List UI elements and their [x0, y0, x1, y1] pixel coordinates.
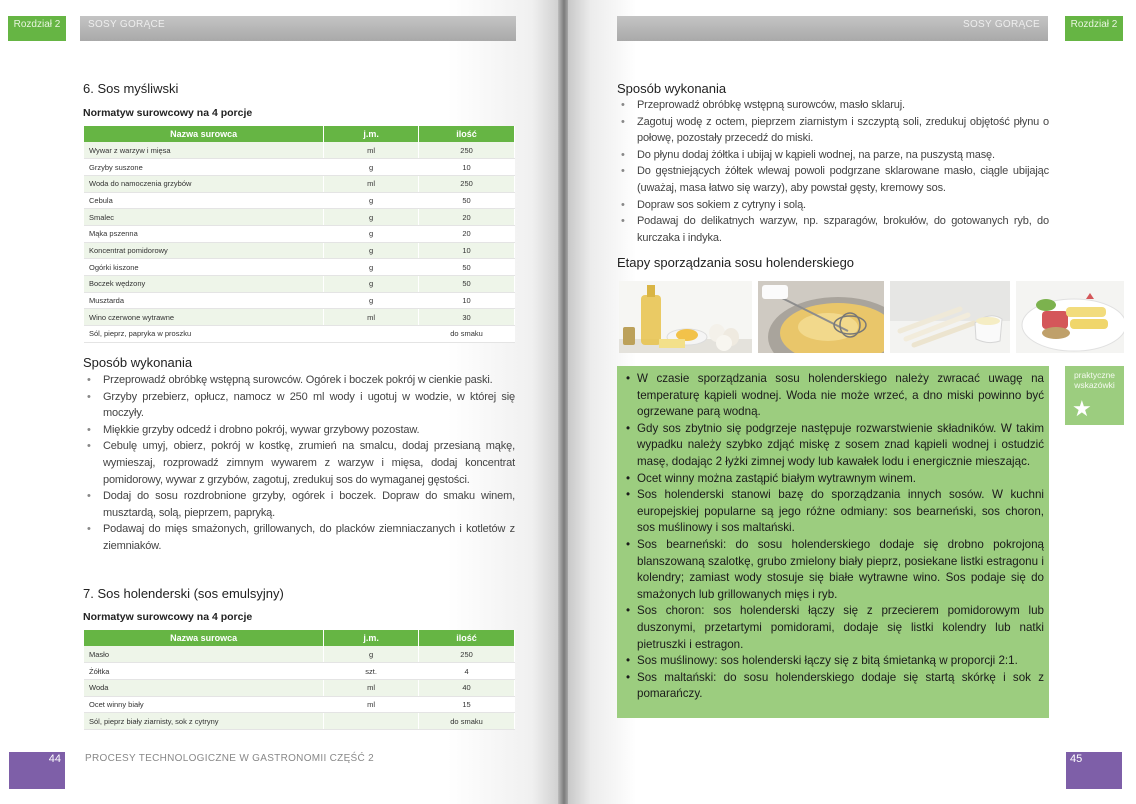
cell-qty: 50: [419, 259, 515, 276]
cell-name: Mąka pszenna: [84, 225, 324, 242]
table-row: [84, 209, 515, 226]
method-step: • Przeprowadź obróbkę wstępną surowców, masło sklaruj.: [617, 97, 1049, 114]
col-header-unit: j.m.: [324, 126, 419, 142]
cell-qty: 50: [419, 276, 515, 293]
raw-materials-table-7: [84, 630, 515, 730]
cell-qty: 20: [419, 225, 515, 242]
table-row: [84, 259, 515, 276]
cell-unit: ml: [324, 175, 419, 192]
cell-qty: 10: [419, 159, 515, 176]
cell-qty: do smaku: [419, 713, 515, 730]
method-step: • Do płynu dodaj żółtka i ubijaj w kąpieli wodnej, na parze, na puszystą masę.: [617, 147, 1049, 164]
page-number-left: 44: [9, 752, 65, 789]
header-bar-left: [80, 16, 516, 41]
cell-unit: szt.: [324, 663, 419, 680]
table-row: [84, 142, 515, 159]
header-title-right: SOSY GORĄCE: [962, 19, 1040, 30]
cell-name: Koncentrat pomidorowy: [84, 242, 324, 259]
cell-name: Cebula: [84, 192, 324, 209]
table-header-row: [84, 630, 515, 646]
method-step: • Zagotuj wodę z octem, pieprzem ziarnistym i szczyptą soli, zredukuj objętość płynu o połowę, pozostały przecedź do miski.: [617, 114, 1049, 147]
tip-item: • Ocet winny można zastąpić białym wytrawnym winem.: [626, 471, 1044, 488]
cell-name: Woda do namoczenia grzybów: [84, 175, 324, 192]
cell-unit: g: [324, 159, 419, 176]
table-row: [84, 159, 515, 176]
method-step: • Miękkie grzyby odcedź i drobno pokrój, wywar grzybowy pozostaw.: [83, 422, 515, 439]
cell-name: Masło: [84, 646, 324, 663]
cell-unit: ml: [324, 309, 419, 326]
cell-qty: 10: [419, 242, 515, 259]
cell-name: Musztarda: [84, 292, 324, 309]
footer-text-left: PROCESY TECHNOLOGICZNE W GASTRONOMII CZĘŚĆ 2: [85, 753, 374, 764]
page-number-right: 45: [1066, 752, 1122, 789]
tip-item: • W czasie sporządzania sosu holenderskiego należy zwracać uwagę na temperaturę kąpieli wodnej. Woda nie może wrzeć, a dno miski powinno być ogrzewane parą wodną.: [626, 371, 1044, 421]
section-7-table-title: Normatyw surowcowy na 4 porcje: [83, 611, 253, 623]
method-step: • Cebulę umyj, obierz, pokrój w kostkę, zrumień na smalcu, dodaj przesianą mąkę, wymieszaj, rozprowadź zimnym wywarem z warzyw i mięsa, dodaj koncentrat pomidorowy, wywar z grzybów, zagotuj, zredukuj sos do wymaganej gęstości.: [83, 438, 515, 488]
tips-side-label: praktyczne wskazówki: [1073, 370, 1116, 390]
chapter-label-left: Rozdział 2: [8, 16, 66, 41]
cell-qty: 30: [419, 309, 515, 326]
cell-unit: g: [324, 242, 419, 259]
col-header-name: Nazwa surowca: [84, 126, 324, 142]
table-row: [84, 292, 515, 309]
cell-name: Ogórki kiszone: [84, 259, 324, 276]
table-row: [84, 175, 515, 192]
method-title-right: Sposób wykonania: [617, 81, 727, 96]
photo-strip: [619, 281, 1124, 353]
table-row: [84, 696, 515, 713]
stages-title: Etapy sporządzania sosu holenderskiego: [617, 255, 855, 270]
section-6-table-title: Normatyw surowcowy na 4 porcje: [83, 107, 253, 119]
tip-item: • Sos choron: sos holenderski łączy się z przecierem pomidorowym lub duszonymi, przetartymi pomidorami, dodaje się listki kolendry lub natki pietruszki i estragon.: [626, 603, 1044, 653]
col-header-unit: j.m.: [324, 630, 419, 646]
table-row: [84, 242, 515, 259]
method-title-left: Sposób wykonania: [83, 355, 193, 370]
asparagus-sauce-photo: [890, 281, 1010, 353]
cell-name: Ocet winny biały: [84, 696, 324, 713]
col-header-name: Nazwa surowca: [84, 630, 324, 646]
chapter-label-right: Rozdział 2: [1065, 16, 1123, 41]
cell-unit: g: [324, 276, 419, 293]
method-step: • Dodaj do sosu rozdrobnione grzyby, ogórek i boczek. Dopraw do smaku winem, musztardą, solą, pieprzem, papryką.: [83, 488, 515, 521]
table-row: [84, 276, 515, 293]
cell-qty: 250: [419, 175, 515, 192]
ingredients-photo: [619, 281, 752, 353]
table-row: [84, 713, 515, 730]
method-list-right: [617, 97, 1049, 246]
cell-qty: 250: [419, 142, 515, 159]
cell-unit: g: [324, 259, 419, 276]
cell-name: Sól, pieprz, papryka w proszku: [84, 326, 324, 343]
cell-name: Wino czerwone wytrawne: [84, 309, 324, 326]
cell-unit: g: [324, 192, 419, 209]
method-list-left: [83, 372, 515, 555]
tip-item: • Sos bearneński: do sosu holenderskiego dodaje się drobno pokrojoną blanszowaną szalotkę, grubo zmielony biały pieprz, posiekane listki estragonu i kolendry; zamiast wody stosuje się białe wytrawne wino. Sos podaje się do smażonych lub grillowanych mięs i ryb.: [626, 537, 1044, 603]
cell-qty: do smaku: [419, 326, 515, 343]
whisking-photo: [758, 281, 884, 353]
cell-name: Boczek wędzony: [84, 276, 324, 293]
table-row: [84, 679, 515, 696]
star-icon: ★: [1072, 396, 1092, 421]
cell-qty: 40: [419, 679, 515, 696]
cell-unit: g: [324, 292, 419, 309]
cell-name: Wywar z warzyw i mięsa: [84, 142, 324, 159]
table-row: [84, 192, 515, 209]
table-row: [84, 309, 515, 326]
section-6-title: 6. Sos myśliwski: [83, 81, 179, 96]
col-header-qty: ilość: [419, 630, 515, 646]
cell-unit: ml: [324, 696, 419, 713]
table-row: [84, 663, 515, 680]
tip-item: • Sos holenderski stanowi bazę do sporządzania innych sosów. W kuchni europejskiej popularne są jego różne odmiany: sos bearneński, sos choron, sos muślinowy i sos maltański.: [626, 487, 1044, 537]
cell-unit: g: [324, 225, 419, 242]
table-header-row: [84, 126, 515, 142]
method-step: • Grzyby przebierz, opłucz, namocz w 250 ml wody i ugotuj w wodzie, w której się moczyły.: [83, 389, 515, 422]
tip-item: • Gdy sos zbytnio się podgrzeje następuje rozwarstwienie składników. W takim wypadku należy szybko zdjąć miskę z sosem znad kąpieli wodnej i ostudzić masę, dodając 2 łyżki zimnej wody lub kawałek lodu i energicznie mieszając.: [626, 421, 1044, 471]
cell-name: Sól, pieprz biały ziarnisty, sok z cytryny: [84, 713, 324, 730]
method-step: • Podawaj do mięs smażonych, grillowanych, do placków ziemniaczanych i kotletów z ziemniaków.: [83, 521, 515, 554]
header-title-left: SOSY GORĄCE: [88, 19, 166, 30]
tip-item: • Sos muślinowy: sos holenderski łączy się z bitą śmietanką w proporcji 2:1.: [626, 653, 1044, 670]
table-row: [84, 225, 515, 242]
cell-unit: g: [324, 646, 419, 663]
header-bar-right: [617, 16, 1048, 41]
method-step: • Do gęstniejących żółtek wlewaj powoli podgrzane sklarowane masło, ciągle ubijając (uważaj, masa łatwo się warzy), aby powstał gęsty, kremowy sos.: [617, 163, 1049, 196]
tips-list: [626, 371, 1044, 703]
cell-name: Woda: [84, 679, 324, 696]
cell-unit: g: [324, 209, 419, 226]
cell-qty: 10: [419, 292, 515, 309]
cell-name: Żółtka: [84, 663, 324, 680]
cell-unit: ml: [324, 142, 419, 159]
raw-materials-table-6: [84, 126, 515, 343]
col-header-qty: ilość: [419, 126, 515, 142]
method-step: • Dopraw sos sokiem z cytryny i solą.: [617, 197, 1049, 214]
method-step: • Przeprowadź obróbkę wstępną surowców. Ogórek i boczek pokrój w cienkie paski.: [83, 372, 515, 389]
cell-unit: ml: [324, 679, 419, 696]
cell-qty: 15: [419, 696, 515, 713]
cell-qty: 4: [419, 663, 515, 680]
cell-qty: 50: [419, 192, 515, 209]
cell-name: Grzyby suszone: [84, 159, 324, 176]
cell-unit: [324, 326, 419, 343]
cell-qty: 20: [419, 209, 515, 226]
served-dish-photo: [1016, 281, 1124, 353]
method-step: • Podawaj do delikatnych warzyw, np. szparagów, brokułów, do gotowanych ryb, do kurczaka i indyka.: [617, 213, 1049, 246]
table-row: [84, 646, 515, 663]
tip-item: • Sos maltański: do sosu holenderskiego dodaje się startą skórkę i sok z pomarańczy.: [626, 670, 1044, 703]
section-7-title: 7. Sos holenderski (sos emulsyjny): [83, 586, 284, 601]
table-row: [84, 326, 515, 343]
cell-name: Smalec: [84, 209, 324, 226]
cell-unit: [324, 713, 419, 730]
cell-qty: 250: [419, 646, 515, 663]
